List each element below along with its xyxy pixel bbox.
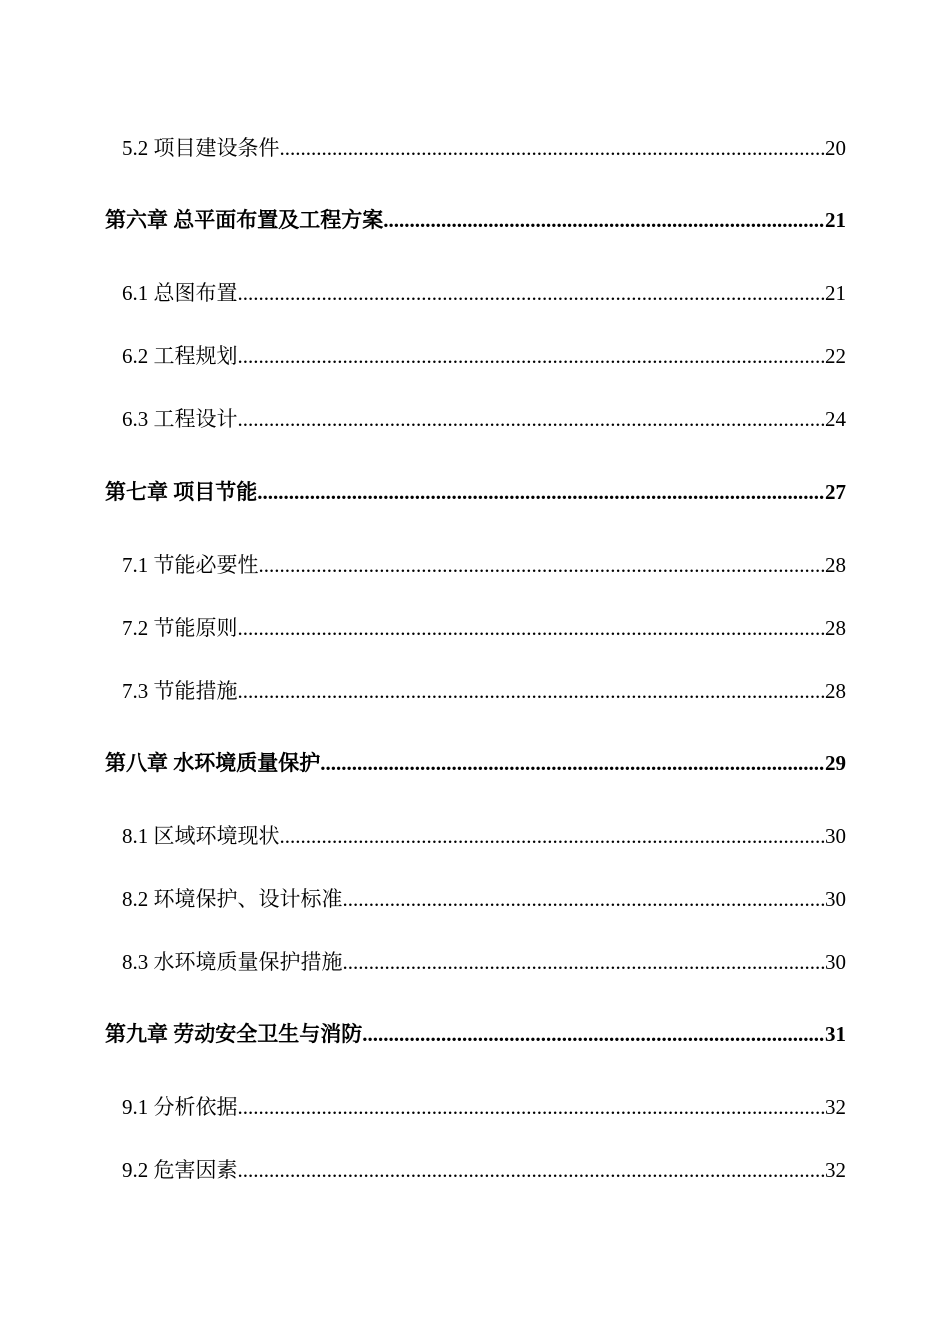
- toc-entry-7-1[interactable]: [122, 549, 846, 581]
- toc-entry-7-3[interactable]: [122, 675, 846, 707]
- toc-entry-9-1[interactable]: [122, 1091, 846, 1123]
- toc-dot-leader: [280, 820, 826, 852]
- toc-entry-page: 21: [825, 281, 846, 305]
- toc-entry-label: 8.3 水环境质量保护措施: [122, 950, 343, 974]
- toc-entry-page: 30: [825, 824, 846, 848]
- toc-entry-page: 28: [825, 553, 846, 577]
- toc-entry-page: 24: [825, 407, 846, 431]
- toc-entry-page: 22: [825, 344, 846, 368]
- toc-entry-6-1[interactable]: [122, 277, 846, 309]
- toc-dot-leader: [362, 1018, 825, 1050]
- toc-entry-label: 5.2 项目建设条件: [122, 136, 280, 160]
- toc-entry-8-1[interactable]: [122, 820, 846, 852]
- toc-dot-leader: [259, 549, 826, 581]
- toc-entry-page: 28: [825, 679, 846, 703]
- toc-dot-leader: [320, 747, 825, 779]
- toc-dot-leader: [257, 476, 825, 508]
- toc-chapter-6[interactable]: [105, 204, 846, 236]
- toc-entry-label: 8.2 环境保护、设计标准: [122, 887, 343, 911]
- toc-chapter-page: 27: [825, 480, 846, 504]
- toc-entry-label: 7.3 节能措施: [122, 679, 238, 703]
- toc-dot-leader: [280, 132, 826, 164]
- toc-dot-leader: [343, 946, 826, 978]
- toc-dot-leader: [383, 204, 825, 236]
- toc-dot-leader: [343, 883, 826, 915]
- toc-entry-page: 30: [825, 887, 846, 911]
- toc-entry-9-2[interactable]: [122, 1154, 846, 1186]
- toc-entry-label: 8.1 区域环境现状: [122, 824, 280, 848]
- toc-chapter-9[interactable]: [105, 1018, 846, 1050]
- toc-entry-label: 6.2 工程规划: [122, 344, 238, 368]
- toc-entry-label: 9.2 危害因素: [122, 1158, 238, 1182]
- toc-entry-6-2[interactable]: [122, 340, 846, 372]
- toc-entry-label: 6.3 工程设计: [122, 407, 238, 431]
- toc-entry-page: 32: [825, 1158, 846, 1182]
- toc-entry-label: 9.1 分析依据: [122, 1095, 238, 1119]
- toc-chapter-page: 31: [825, 1022, 846, 1046]
- toc-entry-page: 32: [825, 1095, 846, 1119]
- toc-entry-page: 28: [825, 616, 846, 640]
- toc-chapter-page: 29: [825, 751, 846, 775]
- toc-entry-page: 30: [825, 950, 846, 974]
- toc-entry-6-3[interactable]: [122, 403, 846, 435]
- toc-dot-leader: [238, 1091, 826, 1123]
- toc-chapter-page: 21: [825, 208, 846, 232]
- toc-entry-8-2[interactable]: [122, 883, 846, 915]
- toc-chapter-label: 第八章 水环境质量保护: [105, 751, 321, 775]
- toc-entry-label: 7.2 节能原则: [122, 616, 238, 640]
- toc-dot-leader: [238, 675, 826, 707]
- toc-chapter-label: 第七章 项目节能: [105, 480, 258, 504]
- toc-dot-leader: [238, 403, 826, 435]
- toc-entry-5-2[interactable]: [122, 132, 846, 164]
- toc-dot-leader: [238, 1154, 826, 1186]
- toc-chapter-label: 第六章 总平面布置及工程方案: [105, 208, 384, 232]
- toc-dot-leader: [238, 612, 826, 644]
- toc-entry-page: 20: [825, 136, 846, 160]
- toc-dot-leader: [238, 277, 826, 309]
- toc-chapter-8[interactable]: [105, 747, 846, 779]
- toc-entry-label: 7.1 节能必要性: [122, 553, 259, 577]
- toc-chapter-label: 第九章 劳动安全卫生与消防: [105, 1022, 363, 1046]
- toc-entry-8-3[interactable]: [122, 946, 846, 978]
- toc-entry-7-2[interactable]: [122, 612, 846, 644]
- toc-dot-leader: [238, 340, 826, 372]
- toc-chapter-7[interactable]: [105, 476, 846, 508]
- toc-entry-label: 6.1 总图布置: [122, 281, 238, 305]
